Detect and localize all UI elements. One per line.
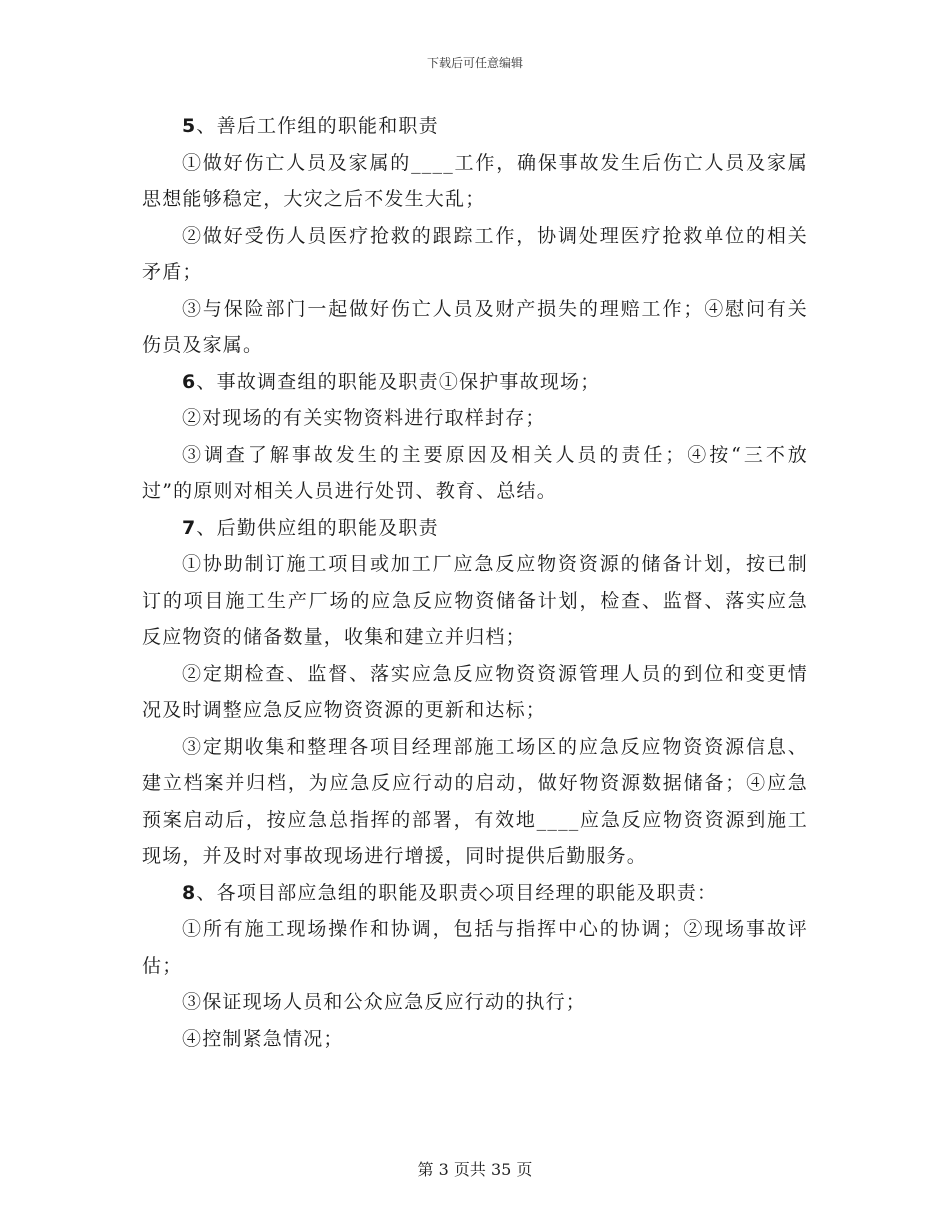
paragraph: ③定期收集和整理各项目经理部施工场区的应急反应物资资源信息、建立档案并归档，为应急反应行动的启动，做好物资源数据储备；④应急预案启动后，按应急总指挥的部署，有效地____应急反应物资资源到施工现场，并及时对事故现场进行增援，同时提供后勤服务。 — [142, 735, 808, 867]
paragraph: ③与保险部门一起做好伤亡人员及财产损失的理赔工作；④慰问有关伤员及家属。 — [142, 297, 808, 356]
section-heading-5 — [142, 108, 808, 145]
section-title: 、各项目部应急组的职能及职责◇项目经理的职能及职责： — [196, 881, 718, 904]
paragraph: ①所有施工现场操作和协调，包括与指挥中心的协调；②现场事故评估； — [142, 918, 808, 977]
paragraph: ③调查了解事故发生的主要原因及相关人员的责任；④按“三不放过”的原则对相关人员进行处罚、教育、总结。 — [142, 443, 808, 502]
paragraph: ②做好受伤人员医疗抢救的跟踪工作，协调处理医疗抢救单位的相关矛盾； — [142, 224, 808, 283]
section-title: 、事故调查组的职能及职责①保护事故现场； — [196, 370, 601, 393]
section-heading-6 — [142, 364, 808, 401]
section-number: 6 — [182, 370, 197, 393]
section-title: 、善后工作组的职能和职责 — [196, 115, 439, 137]
section-heading-7 — [142, 510, 808, 547]
paragraph: ②定期检查、监督、落实应急反应物资资源管理人员的到位和变更情况及时调整应急反应物资资源的更新和达标； — [142, 662, 808, 721]
section-title: 、后勤供应组的职能及职责 — [196, 516, 439, 539]
paragraph: ④控制紧急情况； — [182, 1027, 344, 1050]
section-number: 5 — [182, 115, 197, 137]
paragraph: ①做好伤亡人员及家属的____工作，确保事故发生后伤亡人员及家属思想能够稳定，大灾之后不发生大乱； — [142, 151, 808, 210]
section-heading-8 — [142, 875, 808, 912]
document-body — [142, 108, 808, 1057]
section-number: 8 — [182, 881, 197, 904]
page-footer: 第 3 页共 35 页 — [417, 1160, 533, 1179]
paragraph: ②对现场的有关实物资料进行取样封存； — [182, 407, 546, 429]
page-header: 下载后可任意编辑 — [426, 56, 523, 70]
paragraph: ③保证现场人员和公众应急反应行动的执行； — [182, 991, 587, 1013]
section-number: 7 — [182, 516, 197, 539]
paragraph: ①协助制订施工项目或加工厂应急反应物资资源的储备计划，按已制订的项目施工生产厂场的应急反应物资储备计划，检查、监督、落实应急反应物资的储备数量，收集和建立并归档； — [142, 553, 808, 648]
